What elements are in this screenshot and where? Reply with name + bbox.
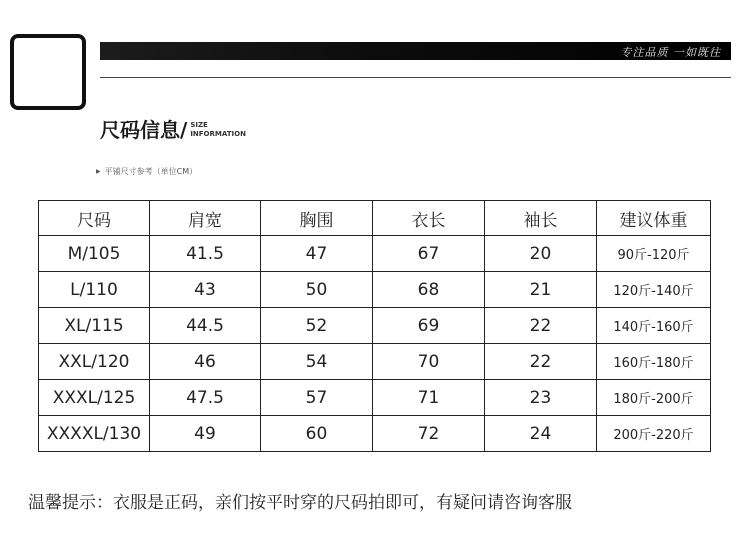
- section-title-english: [190, 121, 246, 139]
- cell-sleeve: 20: [485, 236, 597, 272]
- table-row: [39, 308, 711, 344]
- section-title: 尺码信息/: [100, 118, 188, 142]
- header-length: 衣长: [373, 201, 485, 236]
- table-row: [39, 380, 711, 416]
- table-row: [39, 416, 711, 452]
- footer-tip: 温馨提示：衣服是正码，亲们按平时穿的尺码拍即可，有疑问请咨询客服: [28, 493, 572, 513]
- table-header-row: [39, 201, 711, 236]
- cell-weight: 90斤-120斤: [597, 236, 711, 272]
- cell-chest: 50: [261, 272, 373, 308]
- cell-weight: 140斤-160斤: [597, 308, 711, 344]
- logo-frame: [10, 34, 86, 110]
- cell-length: 72: [373, 416, 485, 452]
- header-sleeve: 袖长: [485, 201, 597, 236]
- cell-shoulder: 44.5: [150, 308, 261, 344]
- section-title-en-line2: INFORMATION: [190, 130, 246, 138]
- header-banner: [100, 42, 731, 60]
- cell-shoulder: 47.5: [150, 380, 261, 416]
- cell-weight: 200斤-220斤: [597, 416, 711, 452]
- measurement-note-text: 平铺尺寸参考（单位CM）: [104, 167, 198, 176]
- cell-size: M/105: [39, 236, 150, 272]
- section-title-en-line1: SIZE: [190, 121, 208, 129]
- cell-sleeve: 24: [485, 416, 597, 452]
- cell-weight: 160斤-180斤: [597, 344, 711, 380]
- section-heading: [100, 118, 246, 142]
- size-table: [38, 200, 711, 452]
- header-shoulder: 肩宽: [150, 201, 261, 236]
- cell-chest: 57: [261, 380, 373, 416]
- cell-shoulder: 46: [150, 344, 261, 380]
- cell-weight: 180斤-200斤: [597, 380, 711, 416]
- cell-sleeve: 23: [485, 380, 597, 416]
- cell-shoulder: 43: [150, 272, 261, 308]
- cell-chest: 54: [261, 344, 373, 380]
- banner-slogan: 专注品质 一如既往: [620, 46, 721, 59]
- cell-length: 70: [373, 344, 485, 380]
- cell-size: XL/115: [39, 308, 150, 344]
- cell-size: XXL/120: [39, 344, 150, 380]
- cell-shoulder: 41.5: [150, 236, 261, 272]
- cell-weight: 120斤-140斤: [597, 272, 711, 308]
- header-weight: 建议体重: [597, 201, 711, 236]
- measurement-note: [96, 166, 197, 177]
- cell-chest: 52: [261, 308, 373, 344]
- table-row: [39, 272, 711, 308]
- cell-sleeve: 21: [485, 272, 597, 308]
- header-divider: [100, 77, 731, 78]
- cell-length: 71: [373, 380, 485, 416]
- header-size: 尺码: [39, 201, 150, 236]
- cell-sleeve: 22: [485, 308, 597, 344]
- cell-size: XXXXL/130: [39, 416, 150, 452]
- cell-chest: 60: [261, 416, 373, 452]
- cell-chest: 47: [261, 236, 373, 272]
- cell-size: XXXL/125: [39, 380, 150, 416]
- cell-length: 68: [373, 272, 485, 308]
- table-row: [39, 236, 711, 272]
- cell-length: 69: [373, 308, 485, 344]
- cell-sleeve: 22: [485, 344, 597, 380]
- table-row: [39, 344, 711, 380]
- cell-shoulder: 49: [150, 416, 261, 452]
- triangle-bullet-icon: ▶: [96, 168, 101, 175]
- header-chest: 胸围: [261, 201, 373, 236]
- cell-size: L/110: [39, 272, 150, 308]
- cell-length: 67: [373, 236, 485, 272]
